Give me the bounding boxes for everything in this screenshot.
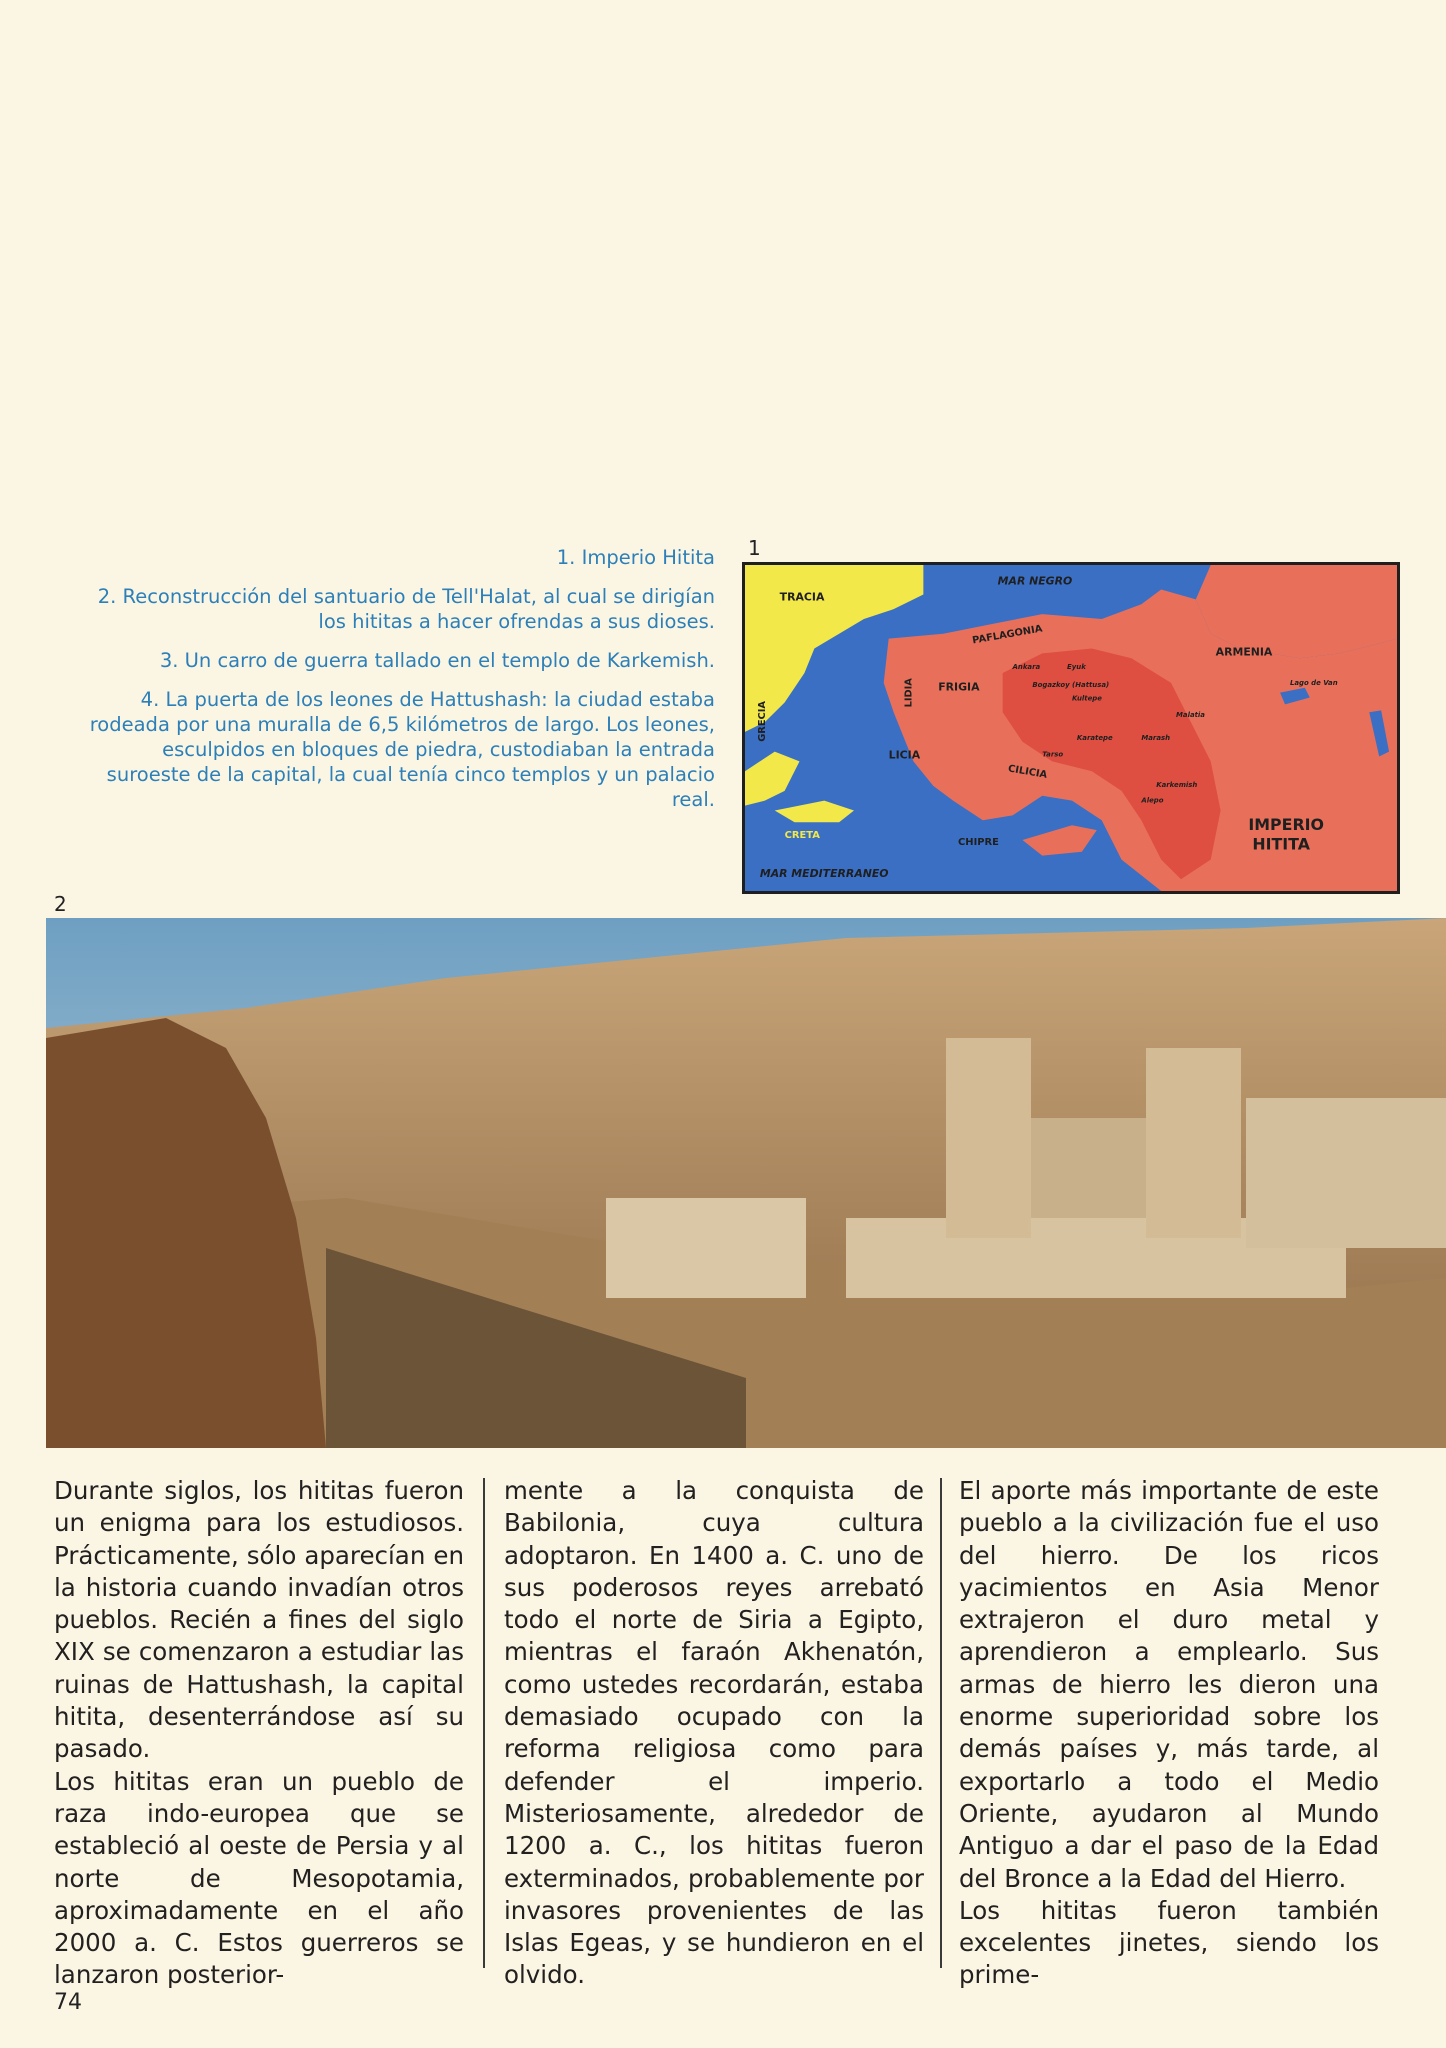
city-ankara: Ankara	[1012, 663, 1041, 672]
body-column-2	[504, 1475, 924, 1992]
col3-paragraph-2: Los hititas fueron también excelentes jinetes, siendo los prime-	[959, 1895, 1379, 1990]
label-armenia: ARMENIA	[1215, 645, 1273, 659]
label-lago-de-van: Lago de Van	[1289, 678, 1338, 687]
label-paflagonia: PAFLAGONIA	[971, 623, 1044, 647]
label-mar-negro: MAR NEGRO	[997, 574, 1073, 588]
caption-3: 3. Un carro de guerra tallado en el templo de Karkemish.	[159, 649, 715, 672]
sanctuary-tower-right	[1146, 1048, 1241, 1238]
column-divider-2	[940, 1478, 942, 1968]
sanctuary-illustration	[46, 918, 1446, 1448]
sanctuary-building-left	[606, 1198, 806, 1298]
col3-paragraph-1: El aporte más importante de este pueblo a la civilización fue el uso del hierro. De los ricos yacimientos en Asia Menor extrajeron el duro metal y aprendieron a emplearlo. Sus armas de hierro les dieron una enorme superioridad sobre los demás países y, más tarde, al exportarlo a todo el Medio Oriente, ayudaron al Mundo Antiguo a dar el paso de la Edad del Bronce a la Edad del Hierro.	[959, 1476, 1379, 1893]
map-graphic	[745, 565, 1397, 891]
figure-number-map: 1	[748, 536, 761, 560]
city-tarso: Tarso	[1042, 750, 1064, 759]
sanctuary-tower-left	[946, 1038, 1031, 1238]
col2-paragraph-1: mente a la conquista de Babilonia, cuya cultura adoptaron. En 1400 a. C. uno de sus poderosos reyes arrebató todo el norte de Siria a Egipto, mientras el faraón Akhenatón, como ustedes recordarán, estaba demasiado ocupado con la reforma religiosa como para defender el imperio. Misteriosamente, alrededor de 1200 a. C., los hititas fueron exterminados, probablemente por invasores provenientes de las Islas Egeas, y se hundieron en el olvido.	[504, 1476, 924, 1990]
label-frigia: FRIGIA	[938, 680, 980, 694]
city-eyuk: Eyuk	[1067, 663, 1086, 672]
figure-number-illustration: 2	[54, 892, 67, 916]
body-column-1	[54, 1475, 464, 1992]
hittite-empire-map	[742, 562, 1400, 894]
figure-captions	[75, 545, 715, 826]
label-lidia: LIDIA	[903, 678, 915, 708]
label-hitita: HITITA	[1252, 834, 1311, 854]
label-licia: LICIA	[888, 748, 921, 762]
col1-paragraph-2: Los hititas eran un pueblo de raza indo-europea que se estableció al oeste de Persia y al norte de Mesopotamia, aproximadamente en el año 2000 a. C. Estos guerreros se lanzaron posterior-	[54, 1766, 464, 1990]
illustration-graphic	[46, 918, 1446, 1448]
label-grecia: GRECIA	[756, 700, 768, 742]
label-imperio: IMPERIO	[1248, 815, 1325, 835]
col1-paragraph-1: Durante siglos, los hititas fueron un enigma para los estudiosos. Prácticamente, sólo aparecían en la historia cuando invadían otros pueblos. Recién a fines del siglo XIX se comenzaron a estudiar las ruinas de Hattushash, la capital hitita, desenterrándose así su pasado.	[54, 1476, 464, 1764]
label-creta: CRETA	[784, 830, 820, 841]
sanctuary-gate	[1031, 1118, 1146, 1218]
city-kultepe: Kultepe	[1071, 694, 1102, 703]
page-number: 74	[54, 1990, 82, 2015]
city-karkemish: Karkemish	[1156, 780, 1198, 789]
label-mar-mediterraneo: MAR MEDITERRANEO	[759, 867, 889, 881]
label-cilicia: CILICIA	[1007, 763, 1048, 781]
city-malatia: Malatia	[1176, 711, 1205, 720]
sanctuary-wall-right	[1246, 1098, 1446, 1248]
label-chipre: CHIPRE	[958, 836, 999, 848]
caption-4: 4. La puerta de los leones de Hattushash: la ciudad estaba rodeada por una muralla de 6,5 kilómetros de largo. Los leones, esculpidos en bloques de piedra, custodiaban la entrada suroeste de la capital, la cual tenía cinco templos y un palacio real.	[89, 688, 715, 811]
label-tracia: TRACIA	[779, 590, 825, 604]
city-marash: Marash	[1141, 733, 1171, 742]
body-column-3	[959, 1475, 1379, 1992]
caption-1: 1. Imperio Hitita	[556, 546, 715, 569]
city-karatepe: Karatepe	[1076, 733, 1113, 742]
caption-2: 2. Reconstrucción del santuario de Tell'Halat, al cual se dirigían los hititas a hacer ofrendas a sus dioses.	[97, 585, 715, 633]
column-divider-1	[483, 1478, 485, 1968]
city-bogazkoy: Bogazkoy (Hattusa)	[1032, 680, 1110, 689]
city-alepo: Alepo	[1141, 796, 1164, 805]
